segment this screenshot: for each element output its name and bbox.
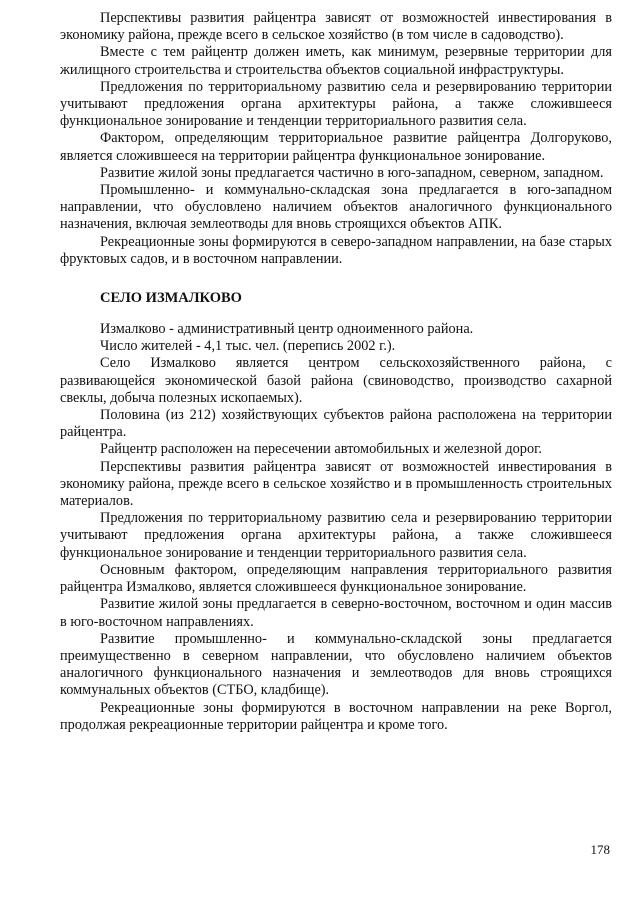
paragraph: Фактором, определяющим территориальное развитие райцентра Долгоруково, является сложившееся на территории райцентра функциональное зонирование. [60,130,612,164]
paragraph: Рекреационные зоны формируются в восточном направлении на реке Воргол, продолжая рекреационные территории райцентра и кроме того. [60,699,612,733]
paragraph: Промышленно- и коммунально-складская зона предлагается в юго-западном направлении, что обусловлено наличием объектов аналогичного функционального назначения, включая землеотводы для вновь строящихся объектов АПК. [60,182,612,233]
section-heading: СЕЛО ИЗМАЛКОВО [100,290,242,307]
paragraph: Вместе с тем райцентр должен иметь, как минимум, резервные территории для жилищного строительства и строительства объектов социальной инфраструктуры. [60,44,612,78]
paragraph: Рекреационные зоны формируются в северо-западном направлении, на базе старых фруктовых садов, и в восточном направлении. [60,233,612,267]
second-section [60,321,612,734]
paragraph: Число жителей - 4,1 тыс. чел. (перепись 2002 г.). [100,338,396,355]
paragraph: Основным фактором, определяющим направления территориального развития райцентра Измалково, является сложившееся функциональное зонирование. [60,561,612,596]
paragraph: Измалково - административный центр одноименного района. [100,321,474,338]
paragraph: Половина (из 212) хозяйствующих субъектов района расположена на территории райцентра. [60,407,612,441]
paragraph: Предложения по территориальному развитию села и резервированию территории учитывают предложения органа архитектуры района, а также сложившееся функциональное зонирование и тенденции территориального развития села. [60,78,612,130]
paragraph: Перспективы развития райцентра зависят от возможностей инвестирования в экономику района, прежде всего в сельское хозяйство (в том числе в садоводство). [60,10,612,44]
paragraph: Райцентр расположен на пересечении автомобильных и железной дорог. [100,441,542,458]
paragraph: Перспективы развития райцентра зависят от возможностей инвестирования в экономику района, прежде всего в сельское хозяйство и в промышленность строительных материалов. [60,458,612,510]
paragraph: Развитие промышленно- и коммунально-складской зоны предлагается преимущественно в северном направлении, что обусловлено наличием объектов аналогичного функционального назначения и землеотводов для вновь строящихся коммунальных объектов (СТБО, кладбище). [60,630,612,699]
paragraph: Развитие жилой зоны предлагается частично в юго-западном, северном, западном. [100,164,604,181]
document-page [60,10,612,734]
page-number: 178 [590,842,610,857]
paragraph: Село Измалково является центром сельскохозяйственного района, с развивающейся экономической базой района (свиноводство, производство сахарной свеклы, добыча полезных ископаемых). [60,355,612,406]
paragraph: Развитие жилой зоны предлагается в северно-восточном, восточном и один массив в юго-восточном направлениях. [60,596,612,630]
first-section [60,10,612,268]
paragraph: Предложения по территориальному развитию села и резервированию территории учитывают предложения органа архитектуры района, а также сложившееся функциональное зонирование и тенденции территориального развития села. [60,510,612,561]
